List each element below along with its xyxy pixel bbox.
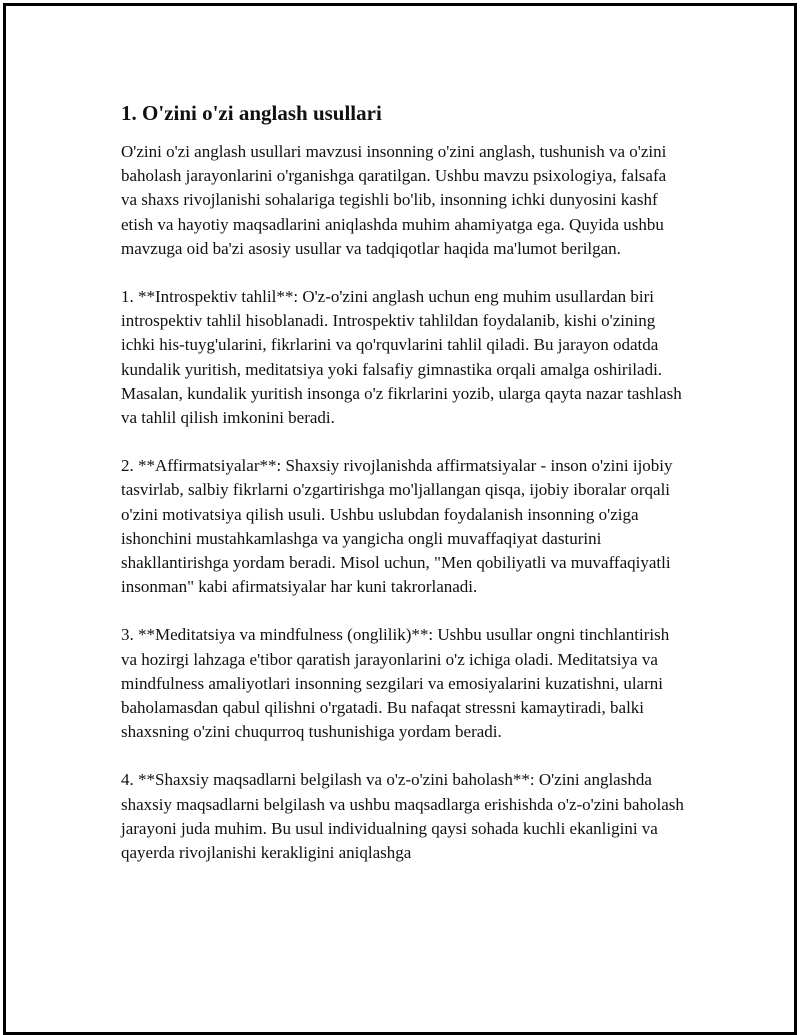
affirmations-paragraph: 2. **Affirmatsiyalar**: Shaxsiy rivojlanishda affirmatsiyalar - inson o'zini ijobiy tasvirlab, salbiy fikrlarni o'zgartirishga mo'ljallangan qisqa, ijobiy iboralar orqali o'zini motivatsiya qilish usuli. Ushbu uslubdan foydalanish insonning o'ziga ishonchini mustahkamlashga va yangicha ongli muvaffaqiyat dasturini shakllantirishga yordam beradi. Misol uchun, "Men qobiliyatli va muvaffaqiyatli insonman" kabi afirmatsiyalar har kuni takrorlanadi.	[121, 456, 673, 597]
meditation-paragraph: 3. **Meditatsiya va mindfulness (onglilik)**: Ushbu usullar ongni tinchlantirish va hozirgi lahzaga e'tibor qaratish jarayonlarini o'z ichiga oladi. Meditatsiya va mindfulness amaliyotlari insonning sezgilari va emosiyalarini kuzatishni, ularni baholamasdan qabul qilishni o'rgatadi. Bu nafaqat stressni kamaytiradi, balki shaxsning o'zini chuqurroq tushunishiga yordam beradi.	[121, 625, 670, 742]
introspective-analysis-paragraph: 1. **Introspektiv tahlil**: O'z-o'zini anglash uchun eng muhim usullardan biri introspektiv tahlil hisoblanadi. Introspektiv tahlildan foydalanib, kishi o'zining ichki his-tuyg'ularini, fikrlarini va qo'rquvlarini tahlil qiladi. Bu jarayon odatda kundalik yuritish, meditatsiya yoki falsafiy gimnastika orqali amalga oshiriladi. Masalan, kundalik yuritish insonga o'z fikrlarini yozib, ularga qayta nazar tashlash va tahlil qilish imkonini beradi.	[121, 287, 682, 428]
intro-paragraph: O'zini o'zi anglash usullari mavzusi insonning o'zini anglash, tushunish va o'zini baholash jarayonlarini o'rganishga qaratilgan. Ushbu mavzu psixologiya, falsafa va shaxs rivojlanishi sohalariga tegishli bo'lib, insonning ichki dunyosini kashf etish va hayotiy maqsadlarini aniqlashda muhim ahamiyatga ega. Quyida ushbu mavzuga oid ba'zi asosiy usullar va tadqiqotlar haqida ma'lumot berilgan.	[121, 142, 667, 258]
goal-setting-paragraph: 4. **Shaxsiy maqsadlarni belgilash va o'z-o'zini baholash**: O'zini anglashda shaxsiy maqsadlarni belgilash va ushbu maqsadlarga erishishda o'z-o'zini baholash jarayoni juda muhim. Bu usul individualning qaysi sohada kuchli ekanligini va qayerda rivojlanishi kerakligini aniqlashga	[121, 770, 684, 863]
document-body	[121, 98, 686, 889]
document-title: 1. O'zini o'zi anglash usullari	[121, 101, 382, 125]
page-frame	[3, 3, 797, 1035]
